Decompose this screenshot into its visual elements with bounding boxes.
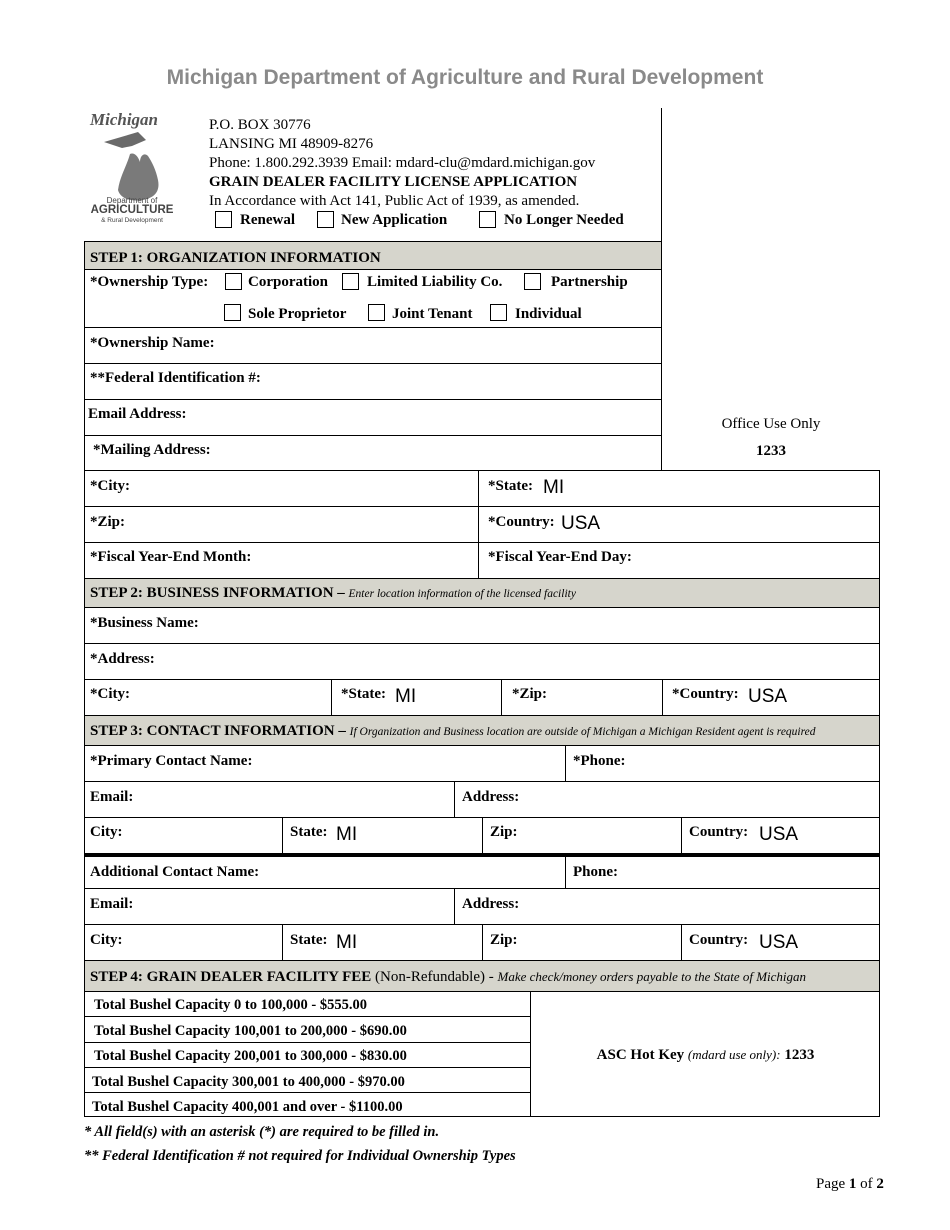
additional-contact-label: Additional Contact Name: <box>90 864 260 880</box>
sole-proprietor-checkbox[interactable] <box>224 304 241 321</box>
logo-agriculture: AGRICULTURE <box>90 204 174 216</box>
step1-heading: STEP 1: ORGANIZATION INFORMATION <box>90 250 381 266</box>
primary-city-label: City: <box>90 824 123 840</box>
fee-option-3[interactable]: Total Bushel Capacity 200,001 to 300,000 - $830.00 <box>94 1048 407 1064</box>
form-title: GRAIN DEALER FACILITY LICENSE APPLICATION <box>209 174 578 190</box>
business-state-value[interactable]: MI <box>395 686 417 707</box>
office-use-value: 1233 <box>756 443 786 459</box>
fiscal-day-field[interactable] <box>650 545 875 575</box>
state-label: *State: <box>488 478 533 494</box>
additional-country-value[interactable]: USA <box>759 932 799 953</box>
additional-email-label: Email: <box>90 896 134 912</box>
new-application-label: New Application <box>341 212 448 228</box>
act-line: In Accordance with Act 141, Public Act of 1939, as amended. <box>209 193 580 209</box>
fiscal-day-label: *Fiscal Year-End Day: <box>488 549 632 565</box>
contact-line: Phone: 1.800.292.3939 Email: mdard-clu@mdard.michigan.gov <box>209 155 596 171</box>
email-address-field[interactable] <box>230 402 655 432</box>
no-longer-needed-checkbox[interactable] <box>479 211 496 228</box>
business-city-label: *City: <box>90 686 130 702</box>
required-note: * All field(s) with an asterisk (*) are required to be filled in. <box>84 1124 440 1140</box>
city-label: *City: <box>90 478 130 494</box>
federal-note: ** Federal Identification # not required for Individual Ownership Types <box>84 1148 516 1164</box>
step4-title: STEP 4: GRAIN DEALER FACILITY FEE <box>90 969 372 985</box>
primary-address-label: Address: <box>462 789 520 805</box>
hot-key-label: ASC Hot Key <box>596 1047 685 1063</box>
asc-hot-key <box>531 1047 880 1064</box>
no-longer-needed-label: No Longer Needed <box>504 212 624 228</box>
primary-state-value[interactable]: MI <box>336 824 358 845</box>
step3-title: STEP 3: CONTACT INFORMATION – <box>90 723 346 739</box>
additional-state-value[interactable]: MI <box>336 932 358 953</box>
renewal-checkbox[interactable] <box>215 211 232 228</box>
state-value[interactable]: MI <box>543 477 565 498</box>
business-name-label: *Business Name: <box>90 615 199 631</box>
corporation-checkbox[interactable] <box>225 273 242 290</box>
email-address-label: Email Address: <box>88 406 187 422</box>
primary-email-label: Email: <box>90 789 134 805</box>
primary-state-label: State: <box>290 824 328 840</box>
business-address-label: *Address: <box>90 651 155 667</box>
primary-zip-label: Zip: <box>490 824 518 840</box>
page-prefix: Page <box>816 1176 846 1192</box>
primary-country-value[interactable]: USA <box>759 824 799 845</box>
additional-state-label: State: <box>290 932 328 948</box>
federal-id-field[interactable] <box>300 366 655 396</box>
mailing-address-label: *Mailing Address: <box>93 442 211 458</box>
hot-key-value: 1233 <box>784 1047 815 1063</box>
partnership-checkbox[interactable] <box>524 273 541 290</box>
joint-tenant-label: Joint Tenant <box>392 306 473 322</box>
fee-option-1[interactable]: Total Bushel Capacity 0 to 100,000 - $555.00 <box>94 997 367 1013</box>
country-label: *Country: <box>488 514 555 530</box>
step2-title: STEP 2: BUSINESS INFORMATION – <box>90 585 345 601</box>
country-value[interactable]: USA <box>561 513 601 534</box>
zip-field[interactable] <box>150 509 475 539</box>
llc-label: Limited Liability Co. <box>367 274 503 290</box>
individual-checkbox[interactable] <box>490 304 507 321</box>
step2-subtitle: Enter location information of the licensed facility <box>348 588 576 600</box>
fiscal-month-field[interactable] <box>270 545 475 575</box>
po-box: P.O. BOX 30776 <box>209 117 311 133</box>
step3-subtitle: If Organization and Business location are outside of Michigan a Michigan Resident agent is required <box>349 726 816 738</box>
sole-proprietor-label: Sole Proprietor <box>248 306 347 322</box>
city-line: LANSING MI 48909-8276 <box>209 136 374 152</box>
fiscal-month-label: *Fiscal Year-End Month: <box>90 549 252 565</box>
additional-country-label: Country: <box>689 932 749 948</box>
ownership-name-label: *Ownership Name: <box>90 335 215 351</box>
joint-tenant-checkbox[interactable] <box>368 304 385 321</box>
page-of: of <box>860 1176 873 1192</box>
ownership-name-field[interactable] <box>260 330 655 360</box>
primary-phone-label: *Phone: <box>573 753 626 769</box>
step4-subtitle: Make check/money orders payable to the State of Michigan <box>497 969 807 984</box>
renewal-label: Renewal <box>240 212 295 228</box>
business-address-field[interactable] <box>170 646 875 676</box>
new-application-checkbox[interactable] <box>317 211 334 228</box>
business-state-label: *State: <box>341 686 386 702</box>
federal-id-label: **Federal Identification #: <box>90 370 261 386</box>
additional-zip-label: Zip: <box>490 932 518 948</box>
fee-option-2[interactable]: Total Bushel Capacity 100,001 to 200,000 - $690.00 <box>94 1023 407 1039</box>
additional-address-label: Address: <box>462 896 520 912</box>
business-country-value[interactable]: USA <box>748 686 788 707</box>
page-current: 1 <box>848 1176 857 1192</box>
page-number <box>816 1176 884 1193</box>
fee-option-4[interactable]: Total Bushel Capacity 300,001 to 400,000 - $970.00 <box>92 1074 405 1090</box>
logo-script: Michigan <box>90 110 159 129</box>
mailing-address-field[interactable] <box>250 438 655 468</box>
partnership-label: Partnership <box>551 274 628 290</box>
city-field[interactable] <box>160 473 475 503</box>
step3-heading <box>90 722 816 741</box>
primary-country-label: Country: <box>689 824 749 840</box>
llc-checkbox[interactable] <box>342 273 359 290</box>
business-country-label: *Country: <box>672 686 739 702</box>
additional-phone-label: Phone: <box>573 864 618 880</box>
page-total: 2 <box>876 1176 884 1192</box>
ownership-type-label: *Ownership Type: <box>90 274 209 290</box>
logo-rural: & Rural Development <box>101 217 163 224</box>
step4-heading <box>90 968 806 986</box>
page-title: Michigan Department of Agriculture and Rural Development <box>166 66 764 89</box>
additional-city-label: City: <box>90 932 123 948</box>
step4-nonrefundable: (Non-Refundable) - <box>375 969 494 985</box>
fee-option-5[interactable]: Total Bushel Capacity 400,001 and over - $1100.00 <box>92 1099 403 1115</box>
office-use-label: Office Use Only <box>721 416 821 432</box>
hot-key-note: (mdard use only): <box>687 1047 781 1062</box>
step2-heading <box>90 584 576 603</box>
business-name-field[interactable] <box>220 610 875 640</box>
zip-label: *Zip: <box>90 514 126 530</box>
business-zip-label: *Zip: <box>512 686 548 702</box>
corporation-label: Corporation <box>248 274 328 290</box>
individual-label: Individual <box>515 306 582 322</box>
primary-contact-label: *Primary Contact Name: <box>90 753 253 769</box>
logo-dept: Department of <box>106 196 158 205</box>
mdard-logo <box>86 110 178 228</box>
